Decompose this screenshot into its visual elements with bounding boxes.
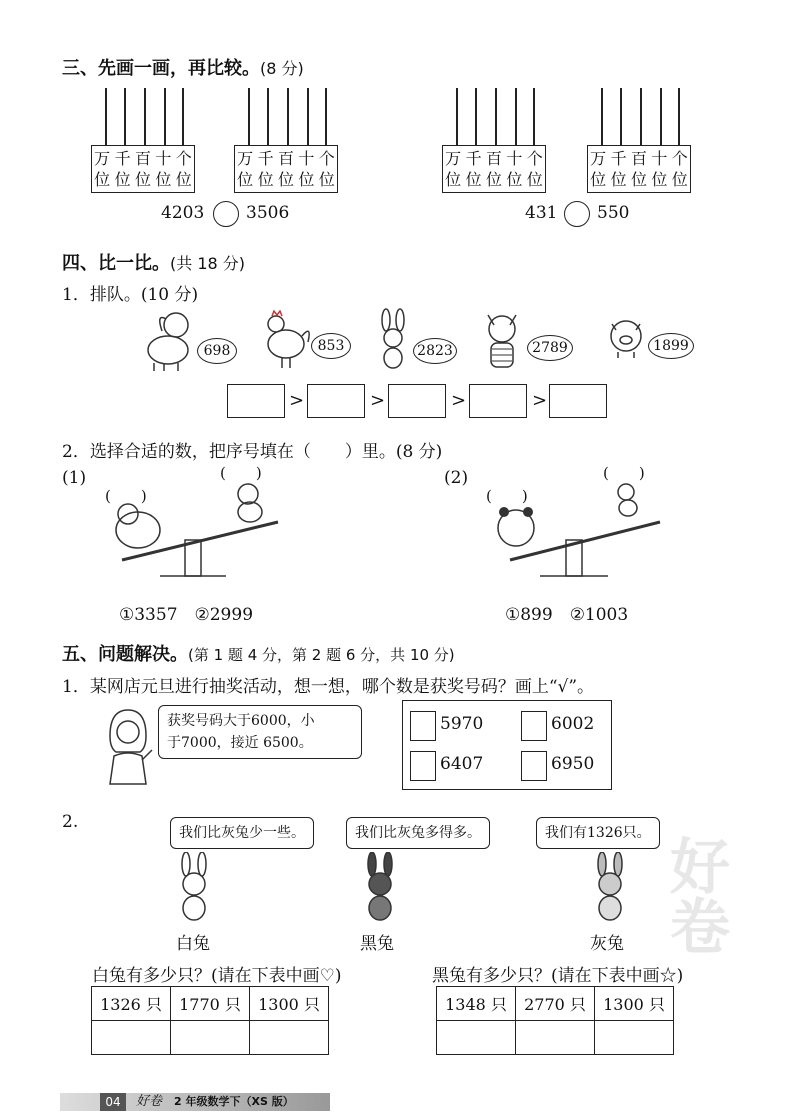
section5-points: (第 1 题 4 分，第 2 题 6 分，共 10 分) (188, 646, 455, 664)
book-title: 2 年级数学下（XS 版） (174, 1095, 294, 1108)
place-qian: 千 位 (114, 149, 131, 189)
speech-bubble-white-rabbit: 我们比灰兔少一些。 (170, 817, 314, 849)
abacus-rod (307, 88, 309, 146)
abacus-rod (678, 88, 680, 146)
speech-bubble-black-rabbit: 我们比灰兔多得多。 (346, 817, 490, 849)
abacus-labels (588, 148, 690, 190)
greater-sign: > (451, 390, 467, 411)
section4-title: 四、比一比。 (62, 253, 170, 274)
section3-heading (62, 54, 304, 80)
greater-sign: > (532, 390, 548, 411)
seesaw-1 (100, 480, 290, 585)
abacus-rod (325, 88, 327, 146)
animal-number: 853 (311, 333, 351, 359)
speech-bubble-gray-rabbit: 我们有1326只。 (536, 817, 660, 849)
abacus-labels (443, 148, 545, 190)
abacus-rod (533, 88, 535, 146)
place-shi: 十 位 (155, 149, 172, 189)
bubble-line: 获奖号码大于6000，小 (167, 713, 315, 729)
place-wan: 万 位 (237, 149, 254, 189)
seesaw-2 (488, 480, 673, 585)
animal-number: 1899 (648, 333, 694, 359)
question-white: 白兔有多少只？(请在下表中画♡) (92, 966, 342, 986)
girl-icon (100, 706, 155, 788)
cat-icon (478, 305, 526, 373)
section3-points: (8 分) (260, 59, 304, 78)
abacus-2[interactable] (234, 145, 338, 193)
label-black-rabbit: 黑兔 (360, 934, 394, 954)
abacus-labels (235, 148, 337, 190)
white-rabbit-icon (170, 852, 218, 924)
section4-heading (62, 249, 245, 275)
bubble-line: 于7000，接近 6500。 (167, 735, 313, 751)
abacus-3[interactable] (442, 145, 546, 193)
place-wan: 万 位 (94, 149, 111, 189)
place-ge: 个 位 (671, 149, 688, 189)
place-qian: 千 位 (465, 149, 482, 189)
answer-paren-left-1[interactable]: ( ) (105, 487, 147, 505)
order-box-3[interactable] (388, 384, 446, 418)
compare1-right: 3506 (246, 203, 290, 223)
abacus-rod (144, 88, 146, 146)
q4-1-text: 1．排队。(10 分) (62, 285, 199, 305)
abacus-4[interactable] (587, 145, 691, 193)
mark-cell[interactable] (516, 1021, 595, 1055)
place-shi: 十 位 (651, 149, 668, 189)
watermark-logo: 好卷 (660, 835, 730, 955)
order-box-5[interactable] (549, 384, 607, 418)
question-black: 黑兔有多少只？(请在下表中画☆) (432, 966, 684, 986)
table-row (92, 987, 329, 1021)
abacus-rod (640, 88, 642, 146)
choice-6407: 6407 (440, 754, 484, 774)
page-number: 04 (100, 1093, 126, 1111)
abacus-rod (475, 88, 477, 146)
compare1-left: 4203 (161, 203, 205, 223)
place-ge: 个 位 (526, 149, 543, 189)
place-bai: 百 位 (485, 149, 502, 189)
order-box-4[interactable] (469, 384, 527, 418)
section5-title: 五、问题解决。 (62, 644, 188, 665)
abacus-rod (660, 88, 662, 146)
table-cell: 1300 只 (250, 987, 329, 1021)
table-cell: 1326 只 (92, 987, 171, 1021)
mark-cell[interactable] (437, 1021, 516, 1055)
animal-number: 2823 (413, 338, 457, 364)
compare1-circle[interactable] (213, 201, 239, 227)
mark-cell[interactable] (250, 1021, 329, 1055)
place-bai: 百 位 (134, 149, 151, 189)
compare2-circle[interactable] (564, 201, 590, 227)
q5-2-label: 2. (62, 812, 79, 832)
checkbox-6002[interactable] (521, 711, 547, 741)
part2-label: (2) (444, 468, 469, 488)
black-rabbit-icon (356, 852, 404, 924)
q4-2-text: 2．选择合适的数，把序号填在（ ）里。(8 分) (62, 442, 443, 462)
checkbox-6407[interactable] (410, 751, 436, 781)
choice-6950: 6950 (551, 754, 595, 774)
abacus-rod (620, 88, 622, 146)
greater-sign: > (289, 390, 305, 411)
abacus-rod (267, 88, 269, 146)
table-row (92, 1021, 329, 1055)
label-white-rabbit: 白兔 (176, 934, 210, 954)
greater-sign: > (370, 390, 386, 411)
mark-cell[interactable] (171, 1021, 250, 1055)
place-bai: 百 位 (630, 149, 647, 189)
options-1: ①3357 ②2999 (119, 605, 254, 625)
abacus-rod (124, 88, 126, 146)
checkbox-6950[interactable] (521, 751, 547, 781)
part1-label: (1) (62, 468, 87, 488)
place-ge: 个 位 (318, 149, 335, 189)
gray-rabbit-icon (586, 852, 634, 924)
abacus-rod (515, 88, 517, 146)
answer-paren-left-2[interactable]: ( ) (486, 487, 528, 505)
speech-bubble-girl (158, 705, 362, 759)
checkbox-5970[interactable] (410, 711, 436, 741)
compare2-left: 431 (525, 203, 558, 223)
table-black-rabbit (436, 986, 674, 1055)
dog-icon (138, 305, 200, 373)
table-white-rabbit (91, 986, 329, 1055)
choice-6002: 6002 (551, 714, 595, 734)
q5-1-text: 1．某网店元旦进行抽奖活动，想一想，哪个数是获奖号码？画上“√”。 (62, 677, 595, 697)
rooster-icon (258, 310, 314, 370)
abacus-1[interactable] (91, 145, 195, 193)
section5-heading (62, 640, 455, 666)
answer-paren-right-2[interactable]: ( ) (603, 464, 645, 482)
abacus-rod (495, 88, 497, 146)
compare2-right: 550 (597, 203, 630, 223)
abacus-rod (601, 88, 603, 146)
abacus-rod (105, 88, 107, 146)
table-cell: 1348 只 (437, 987, 516, 1021)
rabbit-icon (372, 308, 416, 370)
place-qian: 千 位 (610, 149, 627, 189)
section4-points: (共 18 分) (170, 254, 246, 273)
abacus-rod (456, 88, 458, 146)
answer-paren-right-1[interactable]: ( ) (220, 464, 262, 482)
order-box-2[interactable] (307, 384, 365, 418)
order-box-1[interactable] (227, 384, 285, 418)
section3-title: 三、先画一画，再比较。 (62, 58, 260, 79)
place-ge: 个 位 (175, 149, 192, 189)
choice-5970: 5970 (440, 714, 484, 734)
abacus-rod (248, 88, 250, 146)
abacus-rod (164, 88, 166, 146)
table-row (437, 987, 674, 1021)
place-shi: 十 位 (506, 149, 523, 189)
abacus-rod (287, 88, 289, 146)
pig-icon (604, 316, 648, 360)
place-wan: 万 位 (445, 149, 462, 189)
options-2: ①899 ②1003 (505, 605, 629, 625)
table-cell: 1300 只 (595, 987, 674, 1021)
abacus-rod (182, 88, 184, 146)
animal-number: 2789 (527, 335, 573, 361)
label-gray-rabbit: 灰兔 (590, 934, 624, 954)
place-qian: 千 位 (257, 149, 274, 189)
table-row (437, 1021, 674, 1055)
mark-cell[interactable] (595, 1021, 674, 1055)
mark-cell[interactable] (92, 1021, 171, 1055)
table-cell: 2770 只 (516, 987, 595, 1021)
table-cell: 1770 只 (171, 987, 250, 1021)
place-wan: 万 位 (590, 149, 607, 189)
footer-logo: 好卷 (136, 1094, 163, 1109)
animal-number: 698 (197, 338, 237, 364)
place-shi: 十 位 (298, 149, 315, 189)
place-bai: 百 位 (277, 149, 294, 189)
abacus-labels (92, 148, 194, 190)
